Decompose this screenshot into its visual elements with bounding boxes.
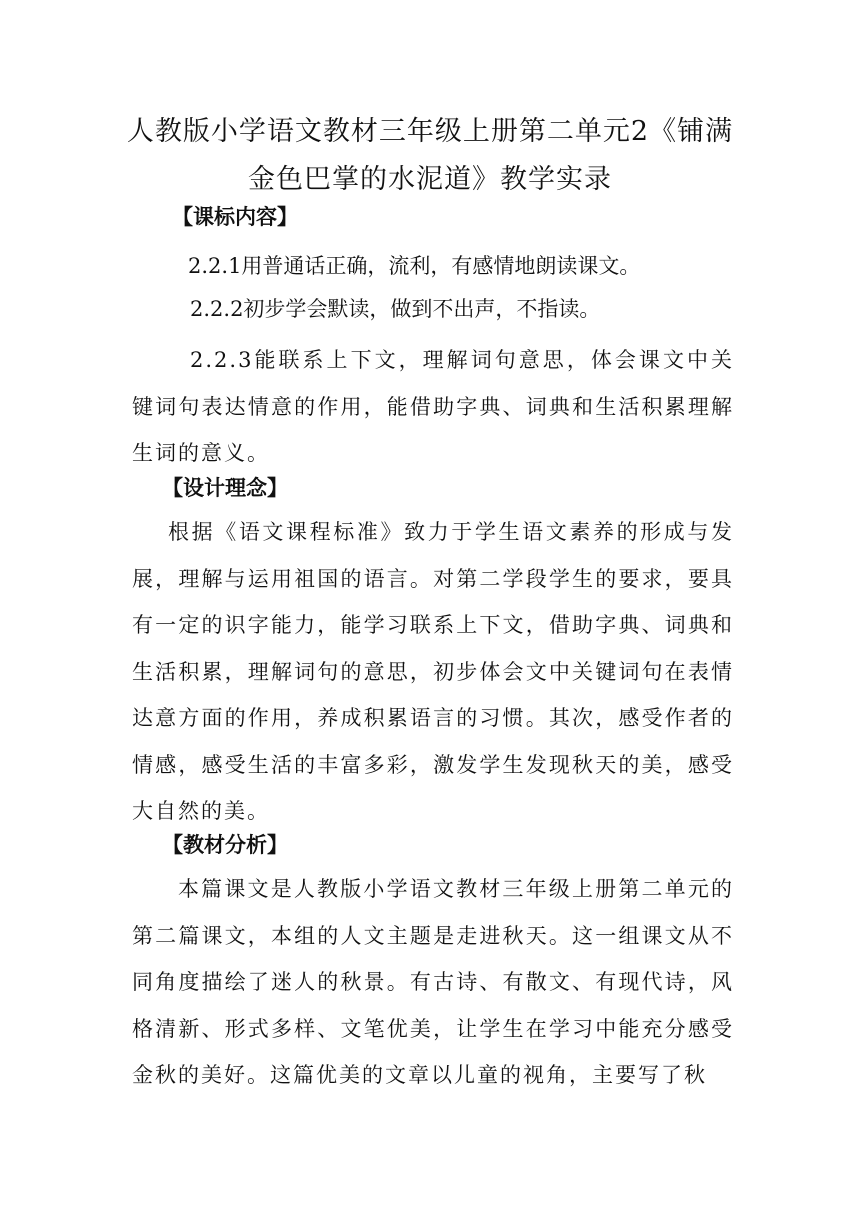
section-heading-standards: 【课标内容】 <box>172 205 298 229</box>
section-heading-analysis: 【教材分析】 <box>162 833 288 857</box>
analysis-paragraph: 本篇课文是人教版小学语文教材三年级上册第二单元的第二篇课文，本组的人文主题是走进秋天。这一组课文从不同角度描绘了迷人的秋景。有古诗、有散文、有现代诗，风格清新、形式多样、文笔优美，让学生在学习中能充分感受金秋的美好。这篇优美的文章以儿童的视角，主要写了秋 <box>132 877 734 1087</box>
standard-item-3: 2.2.3能联系上下文，理解词句意思，体会课文中关键词句表达情意的作用，能借助字典、词典和生活积累理解生词的意义。 <box>132 348 734 465</box>
section-heading-design: 【设计理念】 <box>162 476 288 500</box>
design-paragraph: 根据《语文课程标准》致力于学生语文素养的形成与发展，理解与运用祖国的语言。对第二学段学生的要求，要具有一定的识字能力，能学习联系上下文，借助字典、词典和生活积累，理解词句的意思，初步体会文中关键词句在表情达意方面的作用，养成积累语言的习惯。其次，感受作者的情感，感受生活的丰富多彩，激发学生发现秋天的美，感受大自然的美。 <box>132 520 734 823</box>
document-title: 人教版小学语文教材三年级上册第二单元2《铺满金色巴掌的水泥道》教学实录 <box>126 116 734 195</box>
standard-item-2: 2.2.2初步学会默读，做到不出声，不指读。 <box>190 297 601 321</box>
standard-item-1: 2.2.1用普通话正确，流利，有感情地朗读课文。 <box>188 254 641 278</box>
